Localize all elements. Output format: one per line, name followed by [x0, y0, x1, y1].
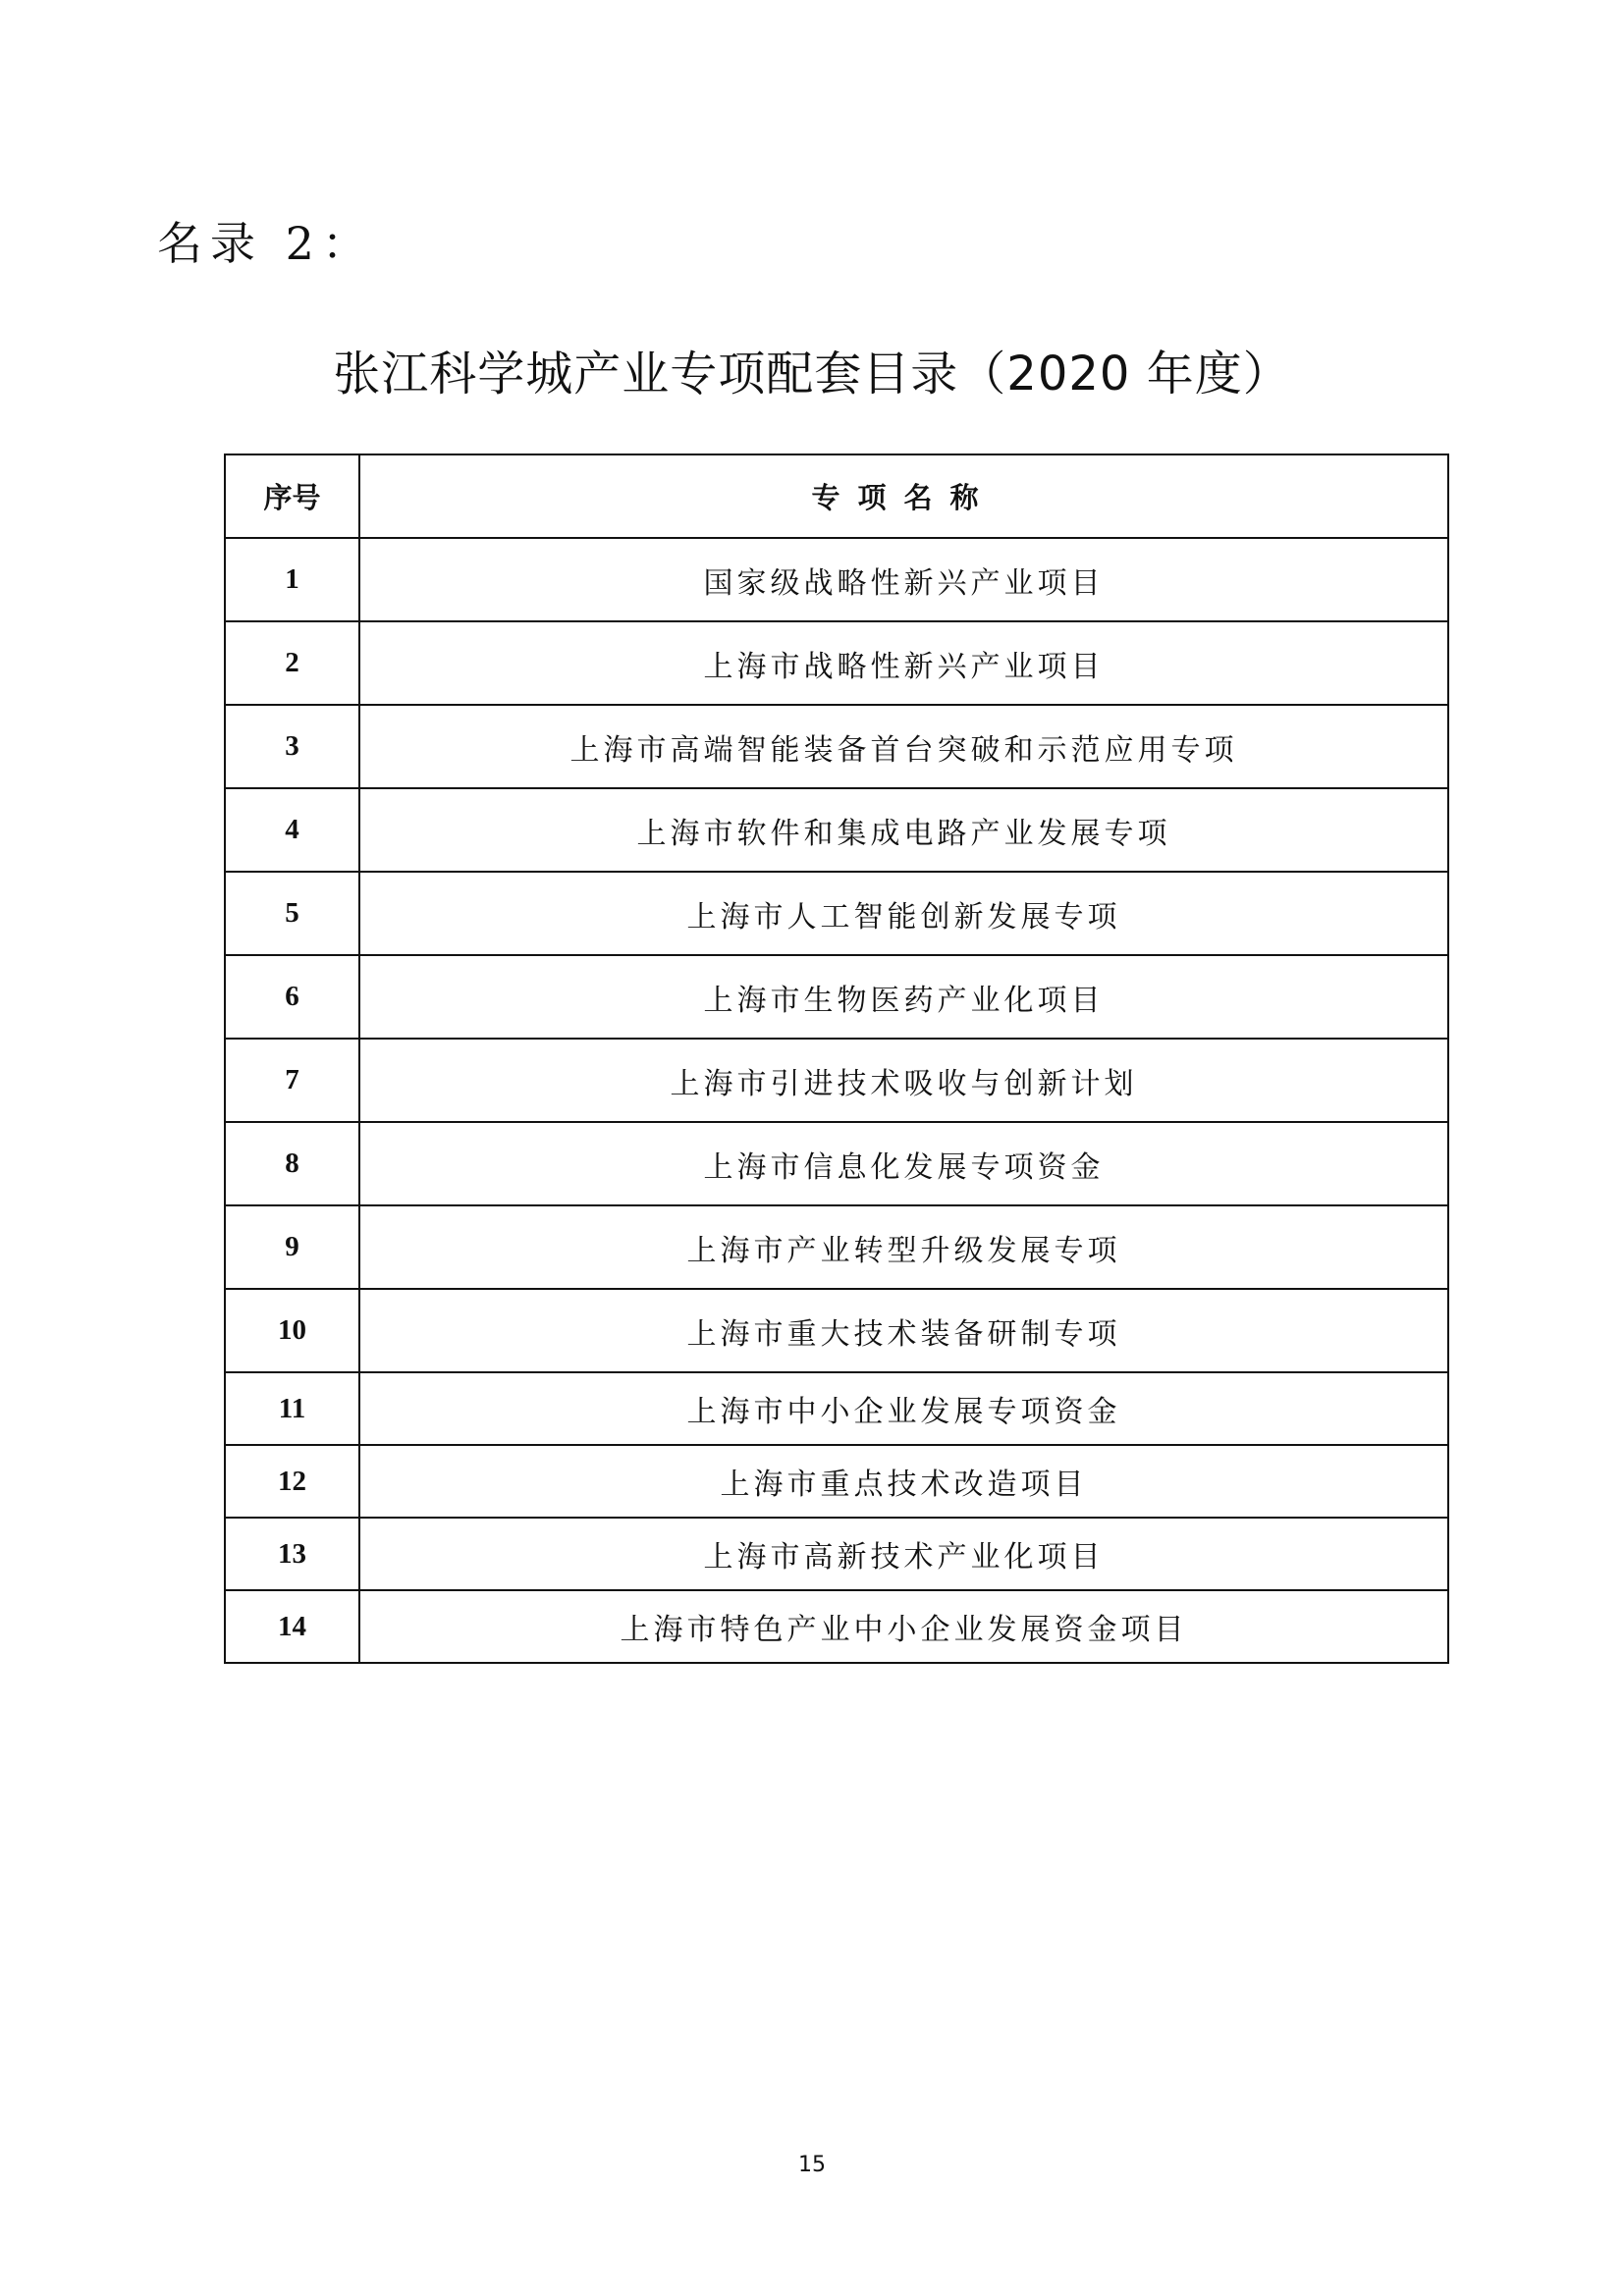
- row-seq: 2: [225, 621, 359, 705]
- row-name: 上海市战略性新兴产业项目: [359, 621, 1448, 705]
- row-name: 上海市高新技术产业化项目: [359, 1518, 1448, 1590]
- table-row: [225, 872, 1448, 955]
- row-name: 上海市高端智能装备首台突破和示范应用专项: [359, 705, 1448, 788]
- row-seq: 7: [225, 1039, 359, 1122]
- catalog-table: [224, 454, 1449, 1664]
- table-row: [225, 788, 1448, 872]
- table-row: [225, 1372, 1448, 1445]
- row-name: 上海市生物医药产业化项目: [359, 955, 1448, 1039]
- table-row: [225, 1445, 1448, 1518]
- table-row: [225, 955, 1448, 1039]
- table-row: [225, 1590, 1448, 1663]
- table-row: [225, 1205, 1448, 1289]
- row-name: 上海市软件和集成电路产业发展专项: [359, 788, 1448, 872]
- table-row: [225, 705, 1448, 788]
- row-seq: 14: [225, 1590, 359, 1663]
- row-seq: 8: [225, 1122, 359, 1205]
- row-seq: 9: [225, 1205, 359, 1289]
- table-row: [225, 1039, 1448, 1122]
- row-name: 上海市人工智能创新发展专项: [359, 872, 1448, 955]
- row-seq: 5: [225, 872, 359, 955]
- table-header-row: [225, 454, 1448, 538]
- row-name: 上海市引进技术吸收与创新计划: [359, 1039, 1448, 1122]
- row-name: 上海市重大技术装备研制专项: [359, 1289, 1448, 1372]
- row-seq: 4: [225, 788, 359, 872]
- document-title: 张江科学城产业专项配套目录（2020 年度）: [333, 347, 1291, 401]
- header-name: 专项名称: [359, 454, 1448, 538]
- row-name: 上海市重点技术改造项目: [359, 1445, 1448, 1518]
- row-name: 上海市产业转型升级发展专项: [359, 1205, 1448, 1289]
- row-seq: 13: [225, 1518, 359, 1590]
- table-row: [225, 621, 1448, 705]
- row-seq: 3: [225, 705, 359, 788]
- row-seq: 10: [225, 1289, 359, 1372]
- header-seq: 序号: [225, 454, 359, 538]
- row-name: 国家级战略性新兴产业项目: [359, 538, 1448, 621]
- row-seq: 11: [225, 1372, 359, 1445]
- row-name: 上海市特色产业中小企业发展资金项目: [359, 1590, 1448, 1663]
- table-row: [225, 1122, 1448, 1205]
- table-row: [225, 1518, 1448, 1590]
- table-row: [225, 538, 1448, 621]
- row-name: 上海市信息化发展专项资金: [359, 1122, 1448, 1205]
- row-seq: 6: [225, 955, 359, 1039]
- row-seq: 1: [225, 538, 359, 621]
- list-label: 名录 2：: [157, 217, 375, 270]
- row-seq: 12: [225, 1445, 359, 1518]
- row-name: 上海市中小企业发展专项资金: [359, 1372, 1448, 1445]
- page-number: 15: [798, 2153, 826, 2177]
- table-row: [225, 1289, 1448, 1372]
